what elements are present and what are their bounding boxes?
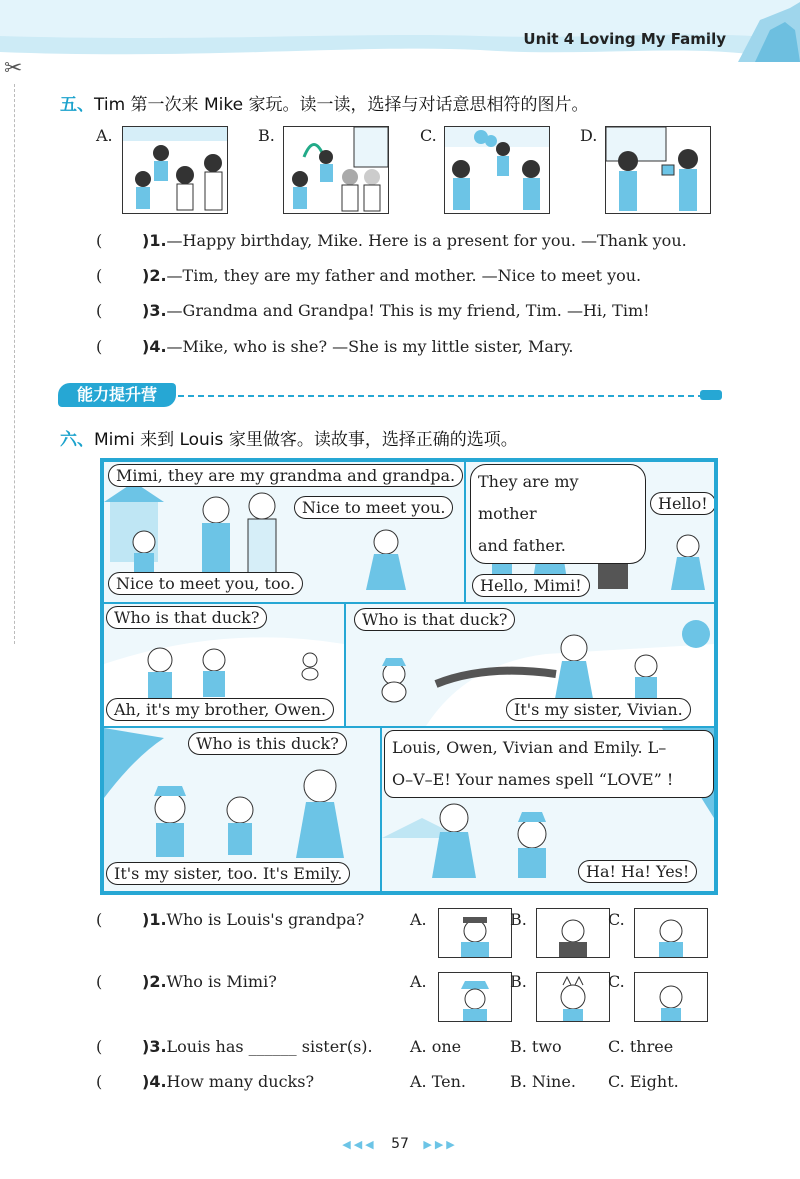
bubble-p6-top-line1: Louis, Owen, Vivian and Emily. L– — [392, 738, 667, 757]
unit-title: Unit 4 Loving My Family — [523, 30, 726, 48]
comic-panel-5 — [102, 726, 382, 893]
s6-q1-option-a-image — [438, 908, 512, 958]
s5-question-3: ( )3.—Grandma and Grandpa! This is my friend, Tim. —Hi, Tim! — [96, 301, 650, 320]
pic-option-a-label: A. — [96, 126, 113, 145]
comic-strip — [100, 458, 718, 895]
pic-option-d — [605, 126, 711, 214]
section-badge: 能力提升营 — [58, 383, 176, 407]
s6-q3-option-b: B. two — [510, 1037, 562, 1056]
s6-q1-option-b: B. — [510, 910, 527, 929]
s6-q3-option-a: A. one — [410, 1037, 462, 1056]
s5-q3-num: )3. — [142, 301, 167, 320]
bubble-p5-bottom: It's my sister, too. It's Emily. — [106, 862, 350, 885]
s5-question-4: ( )4.—Mike, who is she? —She is my little sister, Mary. — [96, 337, 574, 356]
s6-q2-option-a: A. — [410, 972, 427, 991]
s6-q2-option-a-image — [438, 972, 512, 1022]
pic-option-a — [122, 126, 228, 214]
s6-q2-option-b-image — [536, 972, 610, 1022]
section6-text: Mimi 来到 Louis 家里做客。读故事，选择正确的选项。 — [94, 430, 518, 450]
comic-panel-1 — [102, 460, 468, 604]
s6-q2-num: )2. — [142, 972, 167, 991]
s5-question-2: ( )2.—Tim, they are my father and mother. —Nice to meet you. — [96, 266, 642, 285]
s6-q3-text: Louis has ______ sister(s). — [166, 1037, 373, 1056]
s5-q1-num: )1. — [142, 231, 167, 250]
s6-q4-option-b: B. Nine. — [510, 1072, 576, 1091]
bubble-p2-top — [470, 464, 646, 564]
s5-q1-text: —Happy birthday, Mike. Here is a present for you. —Thank you. — [166, 231, 687, 250]
bubble-p2-bottom: Hello, Mimi! — [472, 574, 590, 597]
s6-q2-option-b: B. — [510, 972, 527, 991]
s5-q2-num: )2. — [142, 266, 167, 285]
s6-q2-option-c: C. — [608, 972, 625, 991]
badge-divider — [178, 395, 704, 397]
bubble-p5-top: Who is this duck? — [188, 732, 347, 755]
bubble-p1-top: Mimi, they are my grandma and grandpa. — [108, 464, 463, 487]
bubble-p6-top-line2: O–V–E! Your names spell “LOVE” ! — [392, 770, 674, 789]
s5-question-1: ( )1.—Happy birthday, Mike. Here is a present for you. —Thank you. — [96, 231, 687, 250]
s5-q2-text: —Tim, they are my father and mother. —Nice to meet you. — [166, 266, 642, 285]
s6-question-4: ( )4.How many ducks? — [96, 1072, 315, 1091]
bubble-p3-bottom: Ah, it's my brother, Owen. — [106, 698, 334, 721]
comic-panel-2 — [464, 460, 716, 604]
comic-panel-3 — [102, 602, 346, 728]
s6-q1-num: )1. — [142, 910, 167, 929]
footer-right-arrows: ▶▶▶ — [423, 1138, 458, 1151]
footer-left-arrows: ◀◀◀ — [342, 1138, 377, 1151]
s5-q4-num: )4. — [142, 337, 167, 356]
section5-number: 五、 — [60, 95, 94, 115]
s6-q2-text: Who is Mimi? — [166, 972, 277, 991]
s6-q1-text: Who is Louis's grandpa? — [166, 910, 365, 929]
bubble-p6-top — [384, 730, 714, 798]
badge-end-cap — [700, 390, 722, 400]
bubble-p2-top-line2: and father. — [478, 536, 566, 555]
s6-question-3: ( )3.Louis has ______ sister(s). — [96, 1037, 373, 1056]
section6-title — [60, 425, 518, 450]
bubble-p6-bottom: Ha! Ha! Yes! — [578, 860, 697, 883]
pic-option-c-label: C. — [420, 126, 437, 145]
section5-text: Tim 第一次来 Mike 家玩。读一读，选择与对话意思相符的图片。 — [94, 95, 589, 115]
bubble-p2-hello: Hello! — [650, 492, 716, 515]
cut-line — [14, 84, 15, 644]
s5-q4-text: —Mike, who is she? —She is my little sister, Mary. — [166, 337, 574, 356]
s6-q3-num: )3. — [142, 1037, 167, 1056]
bubble-p4-bottom: It's my sister, Vivian. — [506, 698, 691, 721]
s6-q1-option-c-image — [634, 908, 708, 958]
comic-panel-6 — [380, 726, 716, 893]
scissors-icon: ✂ — [4, 56, 23, 81]
s6-q1-option-a: A. — [410, 910, 427, 929]
s6-q4-option-a: A. Ten. — [410, 1072, 467, 1091]
s6-q1-option-b-image — [536, 908, 610, 958]
s5-q3-text: —Grandma and Grandpa! This is my friend, Tim. —Hi, Tim! — [166, 301, 650, 320]
pic-option-d-label: D. — [580, 126, 598, 145]
bubble-p3-top: Who is that duck? — [106, 606, 267, 629]
s6-q4-option-c: C. Eight. — [608, 1072, 679, 1091]
s6-q2-option-c-image — [634, 972, 708, 1022]
s6-question-1: ( )1.Who is Louis's grandpa? — [96, 910, 365, 929]
pic-option-b — [283, 126, 389, 214]
bubble-p2-top-line1: They are my mother — [478, 472, 579, 523]
s6-q4-num: )4. — [142, 1072, 167, 1091]
pic-option-c — [444, 126, 550, 214]
s6-q3-option-c: C. three — [608, 1037, 674, 1056]
s6-question-2: ( )2.Who is Mimi? — [96, 972, 277, 991]
s6-q4-text: How many ducks? — [166, 1072, 315, 1091]
pic-option-b-label: B. — [258, 126, 275, 145]
bubble-p1-bottom: Nice to meet you, too. — [108, 572, 303, 595]
page-footer — [0, 1136, 800, 1152]
bubble-p4-top: Who is that duck? — [354, 608, 515, 631]
section5-title — [60, 90, 588, 115]
page-number: 57 — [391, 1136, 409, 1152]
bubble-p1-mid: Nice to meet you. — [294, 496, 453, 519]
s6-q1-option-c: C. — [608, 910, 625, 929]
section6-number: 六、 — [60, 430, 94, 450]
comic-panel-4 — [344, 602, 716, 728]
